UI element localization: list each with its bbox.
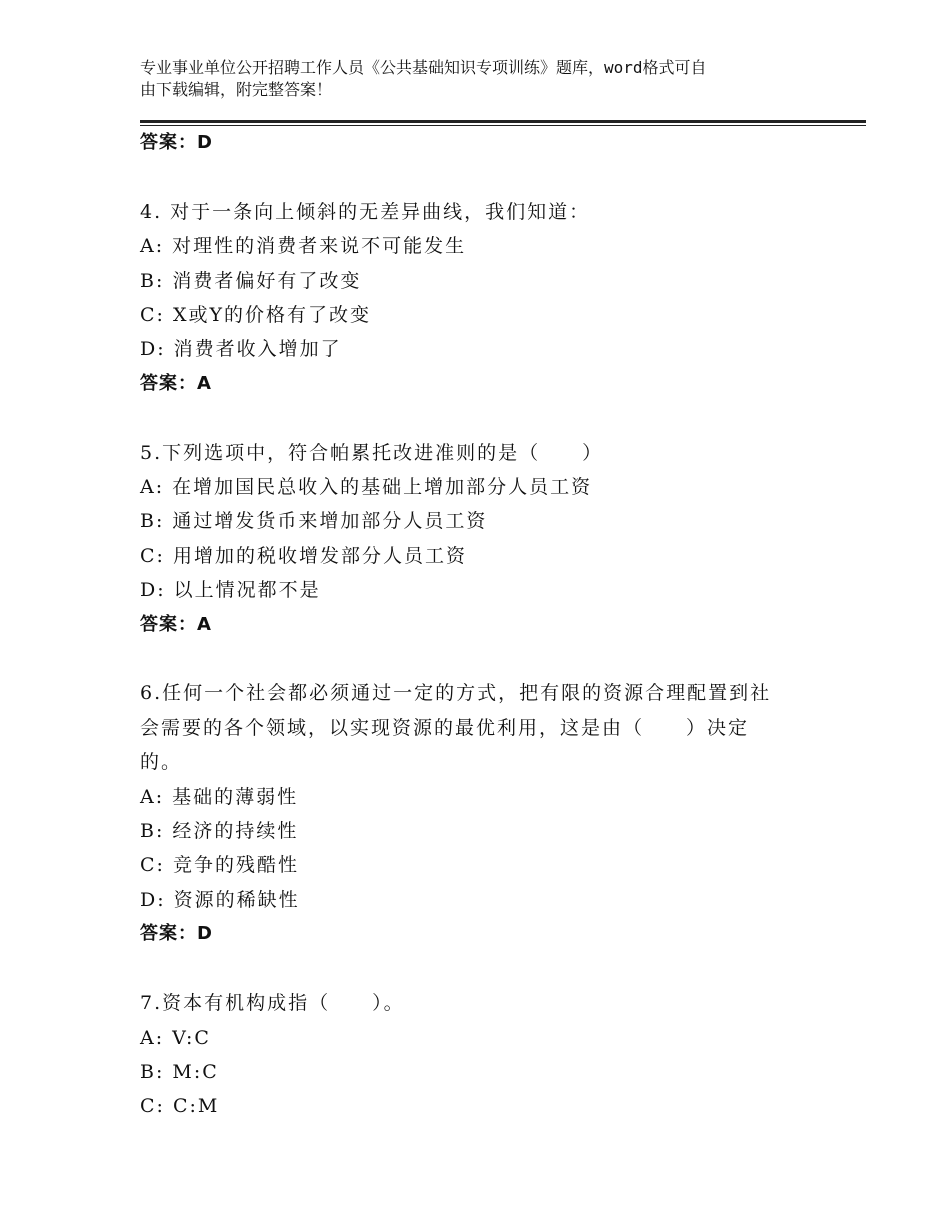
document-body <box>140 126 820 1124</box>
option-b: B: M:C <box>140 1060 219 1083</box>
question-stem-line-3: 的。 <box>140 751 183 774</box>
header-rule-thick <box>140 120 866 123</box>
question-answer: 答案：A <box>140 613 212 635</box>
option-a: A: 基础的薄弱性 <box>140 785 299 808</box>
question-answer: 答案：D <box>140 923 213 945</box>
question-stem-line-1: 6.任何一个社会都必须通过一定的方式，把有限的资源合理配置到社 <box>140 682 772 705</box>
question-4 <box>140 195 820 401</box>
option-d: D: 以上情况都不是 <box>140 579 321 602</box>
spacer <box>140 952 820 986</box>
header-line-2: 由下载编辑，附完整答案！ <box>140 80 333 99</box>
answer-prev: 答案：D <box>140 132 213 153</box>
spacer <box>140 160 820 194</box>
option-d: D: 消费者收入增加了 <box>140 338 342 361</box>
spacer <box>140 642 820 676</box>
question-stem: 5.下列选项中，符合帕累托改进准则的是（ ） <box>140 441 604 464</box>
page-header <box>140 57 820 101</box>
question-answer: 答案：A <box>140 372 212 394</box>
option-b: B: 通过增发货币来增加部分人员工资 <box>140 510 488 533</box>
option-c: C: 竞争的残酷性 <box>140 854 299 877</box>
header-line-1: 专业事业单位公开招聘工作人员《公共基础知识专项训练》题库，word格式可自 <box>140 58 707 77</box>
question-stem-line-2: 会需要的各个领域，以实现资源的最优利用，这是由（ ）决定 <box>140 716 750 739</box>
option-a: A: 对理性的消费者来说不可能发生 <box>140 235 467 258</box>
question-stem: 4. 对于一条向上倾斜的无差异曲线，我们知道： <box>140 200 591 223</box>
question-5 <box>140 436 820 642</box>
option-c: C: 用增加的税收增发部分人员工资 <box>140 544 467 567</box>
question-7 <box>140 986 820 1124</box>
option-d: D: 资源的稀缺性 <box>140 888 300 911</box>
question-stem: 7.资本有机构成指（ ）。 <box>140 992 405 1015</box>
option-c: C: C:M <box>140 1095 220 1118</box>
spacer <box>140 401 820 435</box>
option-a: A: 在增加国民总收入的基础上增加部分人员工资 <box>140 476 593 499</box>
option-c: C: X或Y的价格有了改变 <box>140 304 372 327</box>
option-b: B: 经济的持续性 <box>140 820 299 843</box>
option-a: A: V:C <box>140 1026 211 1049</box>
option-b: B: 消费者偏好有了改变 <box>140 269 362 292</box>
question-6 <box>140 676 820 951</box>
